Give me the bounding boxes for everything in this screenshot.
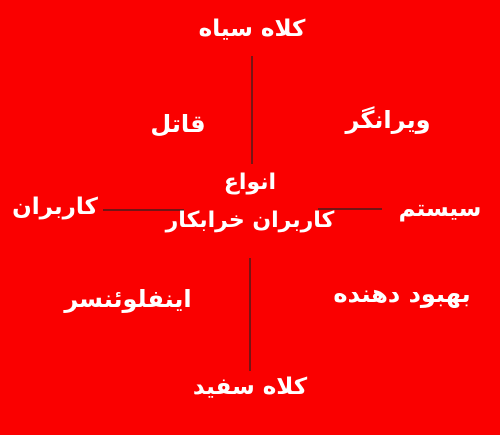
- quadrant-label-top-right: ویرانگر: [345, 106, 431, 134]
- quadrant-label-bottom-right: بهبود دهنده: [333, 280, 471, 308]
- center-title-line2: کاربران خرابکار: [165, 208, 335, 233]
- axis-label-top: کلاه سیاه: [198, 16, 306, 42]
- axis-label-left: کاربران: [12, 194, 98, 220]
- center-title: [166, 172, 335, 232]
- quadrant-label-bottom-left: اینفلوئنسر: [64, 285, 192, 313]
- center-title-line1: انواع: [223, 170, 277, 195]
- axis-label-bottom: کلاه سفید: [192, 374, 308, 400]
- axis-label-right: سیستم: [398, 196, 482, 222]
- quadrant-label-top-left: قاتل: [150, 110, 206, 138]
